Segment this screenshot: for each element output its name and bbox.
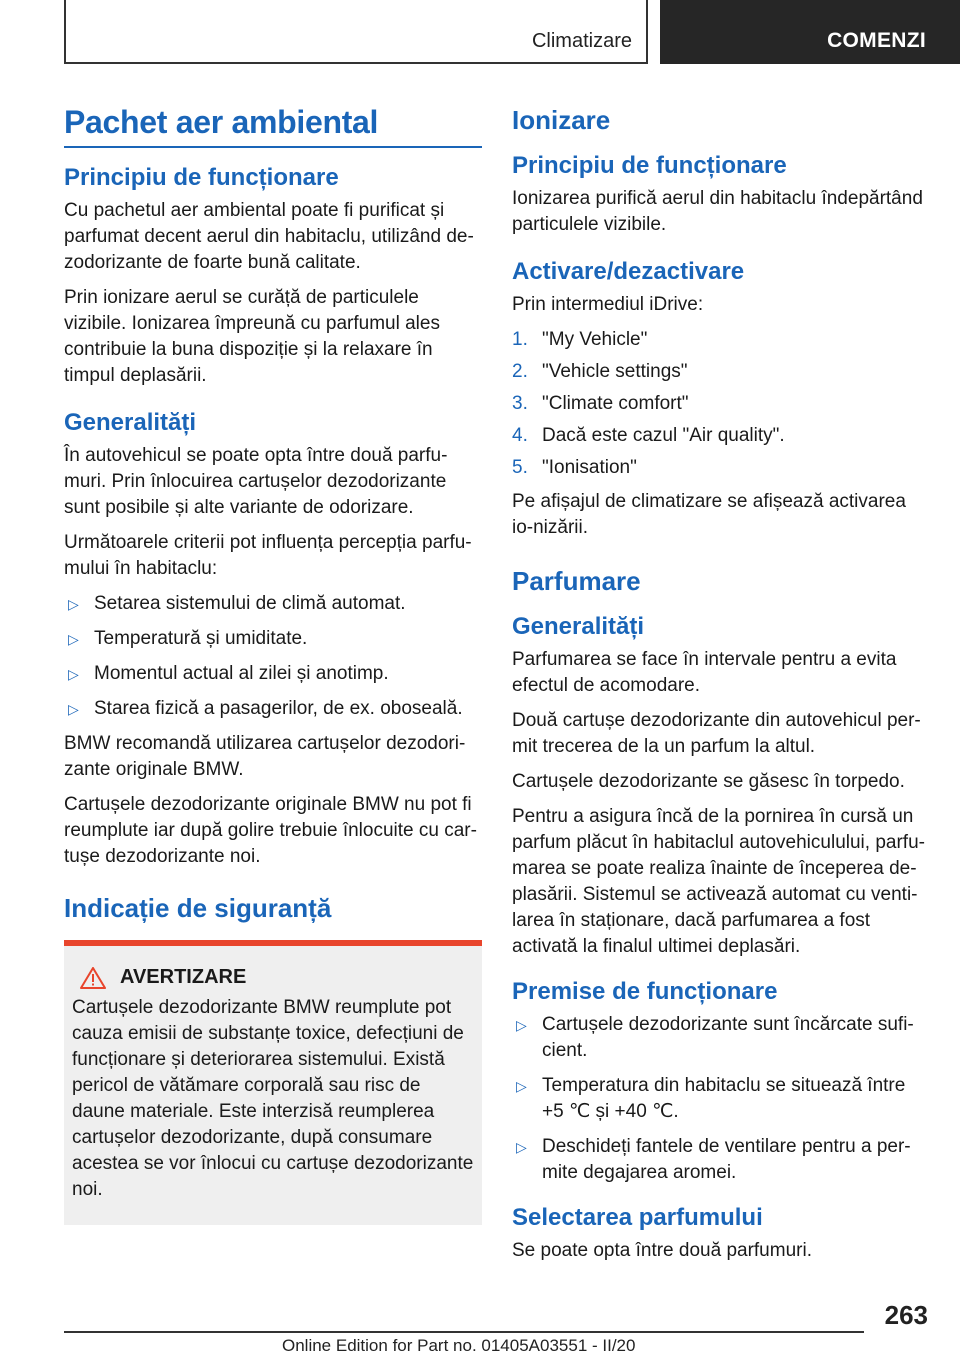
chapter-tab-label: COMENZI <box>827 29 926 52</box>
premise-heading: Premise de funcționare <box>512 978 778 1005</box>
list-item: ▷ Temperatura din habitaclu se situează între +5 ℃ și +40 ℃. <box>516 1075 906 1122</box>
activare-heading: Activare/dezactivare <box>512 258 745 285</box>
section-title: Climatizare <box>531 30 632 52</box>
triangle-bullet-icon: ▷ <box>516 1078 527 1094</box>
page-number: 263 <box>884 1300 928 1330</box>
warning-title-row <box>80 966 474 989</box>
list-item: 1. "My Vehicle" <box>512 329 648 350</box>
parfumare-title: Parfumare <box>512 566 641 596</box>
list-item: ▷ Setarea sistemului de climă automat. <box>64 591 482 617</box>
left-column <box>64 100 482 1225</box>
principiu-paragraph-1: Cu pachetul aer ambiental poate fi purificat și parfumat decent aerul din habitaclu, utilizând de-zodorizante de foarte bună calitate. <box>64 200 474 273</box>
list-item: ▷ Starea fizică a pasagerilor, de ex. oboseală. <box>64 696 482 722</box>
warning-title: AVERTIZARE <box>120 966 247 988</box>
list-item: 3. "Climate comfort" <box>512 393 689 414</box>
parf-paragraph-4: Pentru a asigura încă de la pornirea în cursă un parfum plăcut în habitaclul autovehiculului, parfu-marea se poate realiza înainte de începerea de-plasării. Sistemul se activează automat cu venti-larea în staționare, dacă parfumarea a fost activată la finalul ultimei deplasări. <box>512 806 925 957</box>
triangle-bullet-icon: ▷ <box>516 1139 527 1155</box>
footer-edition: Online Edition for Part no. 01405A03551 - II/20 <box>282 1336 636 1355</box>
generalitati-paragraph-3: BMW recomandă utilizarea cartușelor dezodori-zante originale BMW. <box>64 733 466 780</box>
triangle-bullet-icon: ▷ <box>516 1017 527 1033</box>
page-title: Pachet aer ambiental <box>64 104 379 140</box>
list-item: ▷ Temperatură și umiditate. <box>64 626 482 652</box>
triangle-bullet-icon: ▷ <box>68 666 79 682</box>
list-item: ▷ Momentul actual al zilei și anotimp. <box>64 661 482 687</box>
warning-text: Cartușele dezodorizante BMW reumplute pot cauza emisii de substanțe toxice, defecțiuni de funcționare și deteriorarea sistemului. Există pericol de vătămare corporală sau risc de daune materiale. Este interzisă reumplerea cartușelor dezodorizante, după consumare acestea se vor înlocui cu cartușe dezodorizante noi. <box>72 997 474 1200</box>
triangle-bullet-icon: ▷ <box>68 631 79 647</box>
parf-paragraph-1: Parfumarea se face în intervale pentru a evita efectul de acomodare. <box>512 649 897 696</box>
premise-list <box>512 1012 930 1186</box>
triangle-bullet-icon: ▷ <box>68 701 79 717</box>
generalitati-heading: Generalități <box>64 409 197 436</box>
ion-principiu-heading: Principiu de funcționare <box>512 152 787 179</box>
parf-paragraph-2: Două cartușe dezodorizante din autovehicul per-mit trecerea de la un parfum la altul. <box>512 710 921 757</box>
selectare-heading: Selectarea parfumului <box>512 1204 763 1231</box>
list-item: ▷ Deschideți fantele de ventilare pentru a per-mite degajarea aromei. <box>516 1136 911 1183</box>
principiu-heading: Principiu de funcționare <box>64 164 339 191</box>
header-section-box <box>64 0 648 64</box>
triangle-bullet-icon: ▷ <box>68 596 79 612</box>
warning-triangle-icon <box>80 967 106 989</box>
right-column <box>512 100 930 1273</box>
generalitati-paragraph-1: În autovehicul se poate opta între două parfu-muri. Prin înlocuirea cartușelor dezodorizante sunt posibile și alte variante de odorizare. <box>64 445 448 518</box>
principiu-paragraph-2: Prin ionizare aerul se curăță de particulele vizibile. Ionizarea împreună cu parfumul ales contribuie la buna dispoziție și la relaxare în timpul deplasării. <box>64 287 440 386</box>
title-rule <box>64 146 482 148</box>
list-item: 4. Dacă este cazul "Air quality". <box>512 425 785 446</box>
list-item: 2. "Vehicle settings" <box>512 361 688 382</box>
warning-box <box>64 946 482 1225</box>
selectare-paragraph: Se poate opta între două parfumuri. <box>512 1240 812 1261</box>
activare-paragraph-2: Pe afișajul de climatizare se afișează activarea io-nizării. <box>512 491 906 538</box>
parf-general-heading: Generalități <box>512 613 645 640</box>
siguranta-heading: Indicație de siguranță <box>64 893 332 923</box>
footer-rule <box>64 1331 864 1333</box>
list-item: 5. "Ionisation" <box>512 457 637 478</box>
criteria-list <box>64 591 482 722</box>
list-item: ▷ Cartușele dezodorizante sunt încărcate sufi-cient. <box>516 1014 914 1061</box>
parf-paragraph-3: Cartușele dezodorizante se găsesc în torpedo. <box>512 771 905 792</box>
generalitati-paragraph-2: Următoarele criterii pot influența percepția parfu-mului în habitaclu: <box>64 532 472 579</box>
chapter-tab[interactable] <box>660 0 960 64</box>
steps-list <box>512 327 930 481</box>
activare-paragraph: Prin intermediul iDrive: <box>512 294 704 315</box>
ionizare-title: Ionizare <box>512 105 611 135</box>
generalitati-paragraph-4: Cartușele dezodorizante originale BMW nu pot fi reumplute iar după golire trebuie înlocuite cu car-tușe dezodorizante noi. <box>64 794 477 867</box>
ion-principiu-paragraph: Ionizarea purifică aerul din habitaclu îndepărtând particulele vizibile. <box>512 188 923 235</box>
